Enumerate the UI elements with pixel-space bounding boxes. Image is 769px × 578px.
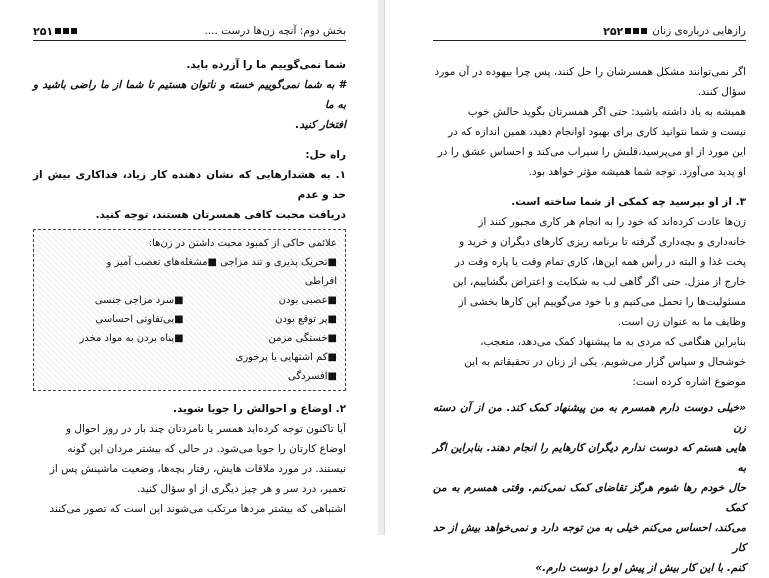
square-icon [55, 28, 61, 34]
text-line: خارج از منزل. حتی اگر گاهی لب به شکایت و اعتراض بگشاییم، این [452, 276, 746, 288]
text-line: خانه‌داری و بچه‌داری گرفته تا برنامه ریزی کارهای دیگران و خرید و [459, 236, 746, 248]
box-item: ■بی‌تفاوتی احساسی [95, 314, 184, 325]
text-line: ۱. به هشدارهایی که نشان دهنده کار زیاد، فداکاری بیش از حد و عدم [33, 169, 346, 201]
left-page-number-group [33, 25, 77, 38]
box-item: ■پناه بردن به مواد مخدر [79, 333, 184, 344]
right-page-number-group [603, 25, 746, 38]
text-line: وظایف ما به عنوان زن است. [617, 316, 746, 328]
text-line: دریافت محبت کافی همسرتان هستند، توجه کنید. [95, 209, 346, 221]
left-header-title: بخش دوم: آنچه زن‌ها درست .... [204, 25, 346, 37]
square-icon [641, 28, 647, 34]
right-page-body [433, 62, 746, 578]
section-heading: ۲. اوضاع و احوالش را جویا شوید. [173, 403, 346, 415]
text-line: تعمیر، درد سر و هر چیز دیگری از او سؤال کنید. [137, 483, 346, 495]
text-line: سؤال کنند. [697, 86, 746, 98]
box-item: ■خستگی مزمن [268, 333, 337, 344]
box-title: علائمی حاکی از کمبود محبت داشتن در زن‌ها: [148, 238, 337, 249]
text-line: مسئولیت‌ها را تحمل می‌کنیم و با خود می‌گوییم این کارها بخشی از [458, 296, 746, 308]
text-line: پخت غذا و البته در رأس همه این‌ها، کاری تمام وقت یا پاره وقت در [454, 256, 746, 268]
left-page-body [33, 55, 346, 519]
right-page [384, 0, 769, 574]
text-line: اوضاع کارتان را جویا می‌شود. در حالی که بیشتر مردان این گونه [67, 443, 346, 455]
square-icon [625, 28, 631, 34]
quote-line: حال خودم رها شوم هرگز تقاضای کمک نمی‌کنم. وقتی همسرم به من کمک [433, 482, 747, 514]
text-line: خوشحال و سپاس گزار می‌شویم. یکی از زنان در تحقیقاتم به این [464, 356, 746, 368]
box-pair-row [42, 291, 337, 310]
box-pair-row [42, 310, 337, 329]
box-line: ■کم اشتهایی یا پرخوری [235, 352, 337, 363]
text-line: # به شما نمی‌گوییم خسته و ناتوان هستیم تا شما از ما راضی باشید و به ما [33, 79, 346, 111]
box-item: ■عصبی بودن [278, 295, 337, 306]
section-heading: راه حل: [305, 149, 346, 161]
square-icon [71, 28, 77, 34]
left-page [0, 0, 379, 535]
text-line: موضوع اشاره کرده است: [632, 376, 746, 388]
box-item: ■پر توقع بودن [275, 314, 337, 325]
right-page-number: ۲۵۲ [603, 24, 624, 38]
section-heading: ۳. از او بپرسید چه کمکی از شما ساخته است. [511, 196, 746, 208]
box-pair-row [42, 329, 337, 348]
quote-line: هایی هستم که دوست ندارم دیگران کارهایم را انجام دهند. بنابراین اگر به [433, 442, 746, 474]
text-line: او پدید می‌آورد. توجه شما همیشه مؤثر خواهد بود. [528, 166, 746, 178]
text-line: همیشه به یاد داشته باشید: حتی اگر همسرتان بگوید حالش خوب [467, 106, 746, 118]
box-line: افراطی [304, 276, 337, 287]
quote-line: «خیلی دوست دارم همسرم به من پیشنهاد کمک کند. من از آن دسته زن [433, 402, 746, 434]
text-line: این مورد از او می‌پرسید،قلبش را سیراب می‌کند و احساس عشق را در [437, 146, 746, 158]
box-item: ■سرد مزاجی جنسی [94, 295, 184, 306]
right-page-header [433, 22, 746, 41]
box-line: ■تحریک پذیری و تند مزاجی ■مشغله‌های تعصب آمیز و [106, 257, 337, 268]
text-line: شما نمی‌گوییم ما را آزرده باید. [186, 59, 346, 71]
square-icon [63, 28, 69, 34]
left-page-number: ۲۵۱ [33, 24, 54, 38]
symptoms-box [33, 229, 346, 391]
text-line: نیستند. در مورد ملاقات هایش، رفتار بچه‌ها، وضعیت ماشینش پس از [49, 463, 346, 475]
text-line: افتخار کنید. [295, 119, 346, 131]
text-line: اشتباهی که بیشتر مردها مرتکب می‌شوند این است که تصور می‌کنند [49, 503, 346, 515]
quote-line: کنم. با این کار بیش از پیش او را دوست دارم.» [535, 562, 746, 574]
text-line: نیست و شما نتوانید کاری برای بهبود اوانجام دهید، همین اندازه که در [448, 126, 746, 138]
right-header-title: رازهایی درباره‌ی زنان [652, 25, 746, 37]
box-line: ■افسردگی [288, 371, 337, 382]
quote-line: می‌کند، احساس می‌کنم خیلی به من توجه دارد و نمی‌خواهد بیش از حد کار [433, 522, 746, 554]
left-page-header [33, 22, 346, 41]
square-icon [633, 28, 639, 34]
text-line: زن‌ها عادت کرده‌اند که خود را به انجام هر کاری مجبور کنند از [478, 216, 746, 228]
text-line: آیا تاکنون توجه کرده‌اید همسر یا نامزدتان چند بار در روز احوال و [65, 423, 346, 435]
text-line: بنابراین هنگامی که مردی به ما پیشنهاد کمک می‌دهد، متعجب، [480, 336, 746, 348]
text-line: اگر نمی‌توانند مشکل همسرشان را حل کنند، پس چرا بیهوده در آن مورد [434, 66, 746, 78]
